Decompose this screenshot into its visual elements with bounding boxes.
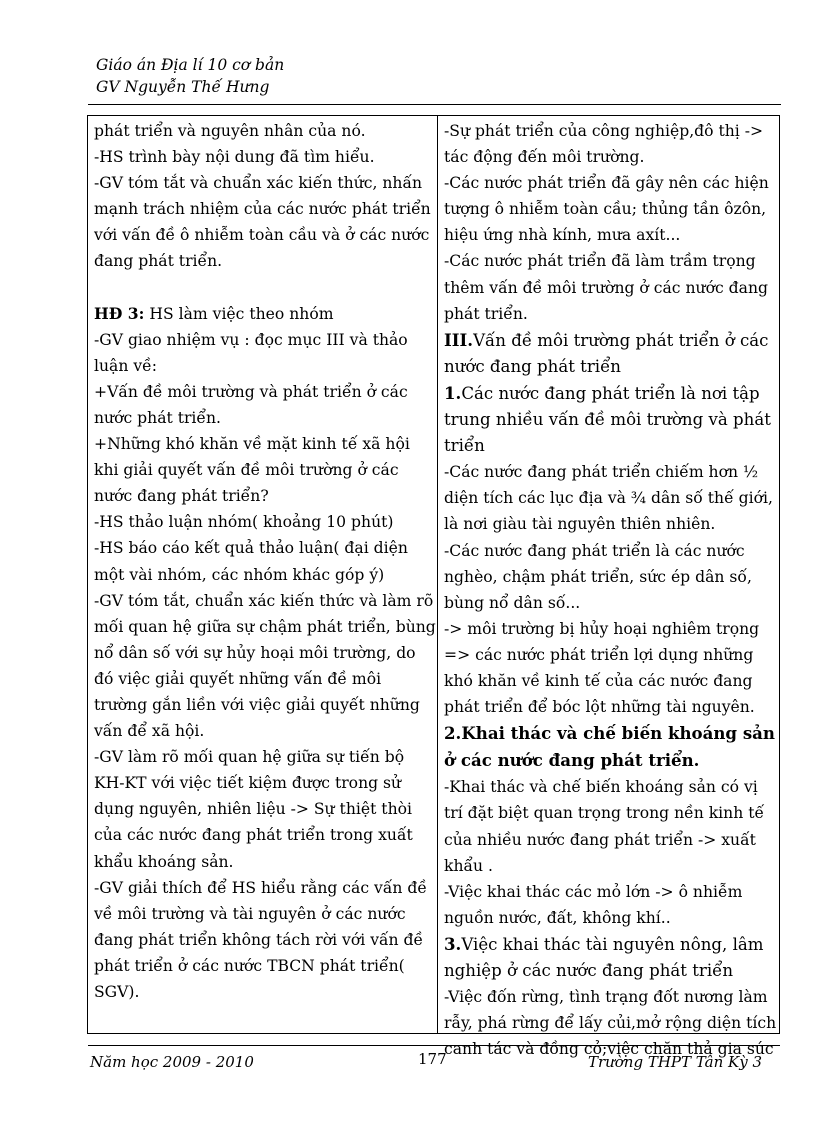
- right-para: -Sự phát triển của công nghiệp,đô thị -> tác động đến môi trường.: [444, 122, 764, 167]
- document-title: Giáo án Địa lí 10 cơ bản: [96, 56, 285, 74]
- page-number: 177: [418, 1050, 447, 1068]
- right-para: -Các nước phát triển đã làm trầm trọng thêm vấn đề môi trường ở các nước đang phát triển.: [444, 252, 768, 323]
- left-para: -HS báo cáo kết quả thảo luận( đại diện một vài nhóm, các nhóm khác góp ý): [94, 539, 408, 584]
- left-para: -HS trình bày nội dung đã tìm hiểu.: [94, 148, 375, 167]
- teacher-name: GV Nguyễn Thế Hưng: [96, 78, 270, 96]
- right-para: -Các nước đang phát triển chiếm hơn ½ diện tích các lục địa và ¾ dân số thế giới, là nơi giàu tài nguyên thiên nhiên.: [444, 463, 773, 534]
- page-header: [96, 54, 776, 98]
- left-para: -GV tóm tắt và chuẩn xác kiến thức, nhấn mạnh trách nhiệm của các nước phát triển với vấn đề ô nhiễm toàn cầu và ở các nước đang phát triển.: [94, 174, 431, 271]
- right-para: -Các nước phát triển đã gây nên các hiện tượng ô nhiễm toàn cầu; thủng tần ôzôn, hiệu ứng nhà kính, mưa axít...: [444, 174, 769, 245]
- right-para: -Việc khai thác các mỏ lớn -> ô nhiễm nguồn nước, đất, không khí..: [444, 882, 743, 927]
- blank-line: [94, 275, 437, 301]
- subsection-heading: 3.Việc khai thác tài nguyên nông, lâm nghiệp ở các nước đang phát triển: [444, 933, 764, 980]
- section-heading: III.Vấn đề môi trường phát triển ở các nước đang phát triển: [444, 329, 769, 376]
- right-para: -Các nước đang phát triển là các nước nghèo, chậm phát triển, sức ép dân số, bùng nổ dân số...: [444, 541, 752, 612]
- school-name: Trường THPT Tân Kỳ 3: [587, 1053, 762, 1071]
- left-para: -GV làm rõ mối quan hệ giữa sự tiến bộ KH-KT với việc tiết kiệm được trong sử dụng nguyên, nhiên liệu -> Sự thiệt thòi của các nước đang phát triển trong xuất khẩu khoáng sản.: [94, 748, 413, 871]
- left-para: phát triển và nguyên nhân của nó.: [94, 122, 366, 140]
- activities-column: [88, 116, 438, 1033]
- left-para: -GV tóm tắt, chuẩn xác kiến thức và làm rõ mối quan hệ giữa sự chậm phát triển, bùng nổ dân số với sự hủy hoại môi trường, do đó việc giải quyết những vấn đề môi trường gắn liền với việc giải quyết những vấn để xã hội.: [94, 591, 436, 741]
- left-para: +Vấn đề môi trường và phát triển ở các nước phát triển.: [94, 382, 408, 427]
- left-para: -HS thảo luận nhóm( khoảng 10 phút): [94, 513, 394, 532]
- subsection-heading: 2.Khai thác và chế biến khoáng sản ở các nước đang phát triển.: [444, 723, 775, 771]
- header-divider: [88, 104, 781, 105]
- school-year: Năm học 2009 - 2010: [90, 1053, 254, 1071]
- right-para: -Việc đốn rừng, tình trạng đốt nương làm rẫy, phá rừng để lấy củi,mở rộng diện tích canh tác và đồng cỏ;việc chăn thả gia súc: [444, 988, 777, 1059]
- left-para: -GV giao nhiệm vụ : đọc mục III và thảo luận về:: [94, 330, 408, 375]
- subsection-heading: 1.Các nước đang phát triển là nơi tập trung nhiều vấn đề môi trường và phát triển: [444, 382, 771, 456]
- right-para: -Khai thác và chế biến khoáng sản có vị trí đặt biệt quan trọng trong nền kinh tế của nhiều nước đang phát triển -> xuất khẩu .: [444, 778, 765, 875]
- page-footer: [88, 1045, 780, 1080]
- content-column: [438, 116, 779, 1059]
- right-para: => các nước phát triển lợi dụng những khó khăn về kinh tế của các nước đang phát triển để bóc lột những tài nguyên.: [444, 645, 755, 717]
- right-para: -> môi trường bị hủy hoại nghiêm trọng: [444, 619, 760, 638]
- left-para: -GV giải thích để HS hiểu rằng các vấn đề về môi trường và tài nguyên ở các nước đang phát triển không tách rời với vấn đề phát triển ở các nước TBCN phát triển( SGV).: [94, 878, 427, 1001]
- left-para: +Những khó khăn về mặt kinh tế xã hội khi giải quyết vấn đề môi trường ở các nước đang phát triển?: [94, 435, 410, 506]
- activity-heading: HĐ 3: HS làm việc theo nhóm: [94, 303, 334, 323]
